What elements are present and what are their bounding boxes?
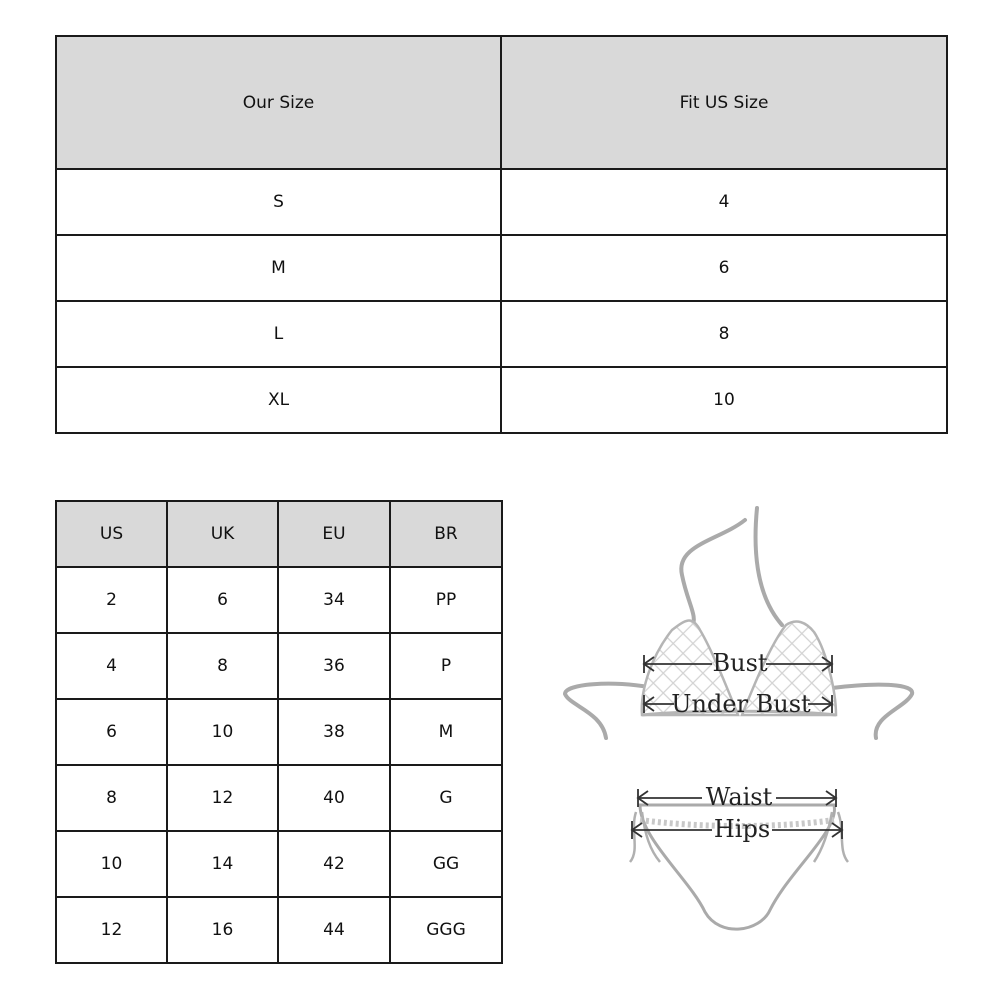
table-row bbox=[56, 831, 502, 897]
table-row bbox=[56, 567, 502, 633]
conversion-header-row bbox=[56, 501, 502, 567]
table-row bbox=[56, 367, 947, 433]
our-size-cell: S bbox=[56, 169, 501, 235]
us-cell: 4 bbox=[56, 633, 167, 699]
eu-cell: 38 bbox=[278, 699, 390, 765]
us-size-cell: 6 bbox=[501, 235, 947, 301]
hips-label: Hips bbox=[713, 815, 771, 843]
table-row bbox=[56, 235, 947, 301]
eu-cell: 34 bbox=[278, 567, 390, 633]
table-row bbox=[56, 699, 502, 765]
our-size-cell: M bbox=[56, 235, 501, 301]
uk-cell: 10 bbox=[167, 699, 278, 765]
eu-cell: 42 bbox=[278, 831, 390, 897]
br-cell: GG bbox=[390, 831, 502, 897]
br-cell: PP bbox=[390, 567, 502, 633]
uk-cell: 14 bbox=[167, 831, 278, 897]
header-eu: EU bbox=[278, 501, 390, 567]
us-cell: 12 bbox=[56, 897, 167, 963]
bust-label: Bust bbox=[712, 649, 768, 677]
br-cell: GGG bbox=[390, 897, 502, 963]
br-cell: P bbox=[390, 633, 502, 699]
uk-cell: 12 bbox=[167, 765, 278, 831]
us-size-cell: 8 bbox=[501, 301, 947, 367]
table-row bbox=[56, 301, 947, 367]
header-our-size: Our Size bbox=[56, 36, 501, 169]
eu-cell: 44 bbox=[278, 897, 390, 963]
us-size-cell: 10 bbox=[501, 367, 947, 433]
us-cell: 8 bbox=[56, 765, 167, 831]
us-size-cell: 4 bbox=[501, 169, 947, 235]
uk-cell: 6 bbox=[167, 567, 278, 633]
our-size-cell: XL bbox=[56, 367, 501, 433]
bikini-measurement-diagram bbox=[550, 495, 930, 955]
eu-cell: 40 bbox=[278, 765, 390, 831]
us-cell: 10 bbox=[56, 831, 167, 897]
header-br: BR bbox=[390, 501, 502, 567]
uk-cell: 8 bbox=[167, 633, 278, 699]
us-cell: 6 bbox=[56, 699, 167, 765]
size-table-header-row bbox=[56, 36, 947, 169]
our-size-cell: L bbox=[56, 301, 501, 367]
table-row bbox=[56, 633, 502, 699]
under-bust-label: Under Bust bbox=[671, 690, 811, 718]
header-uk: UK bbox=[167, 501, 278, 567]
br-cell: G bbox=[390, 765, 502, 831]
table-row bbox=[56, 765, 502, 831]
size-table bbox=[55, 35, 948, 434]
table-row bbox=[56, 897, 502, 963]
conversion-table bbox=[55, 500, 503, 964]
uk-cell: 16 bbox=[167, 897, 278, 963]
table-row bbox=[56, 169, 947, 235]
header-fit-us-size: Fit US Size bbox=[501, 36, 947, 169]
eu-cell: 36 bbox=[278, 633, 390, 699]
br-cell: M bbox=[390, 699, 502, 765]
us-cell: 2 bbox=[56, 567, 167, 633]
waist-label: Waist bbox=[705, 783, 773, 811]
header-us: US bbox=[56, 501, 167, 567]
